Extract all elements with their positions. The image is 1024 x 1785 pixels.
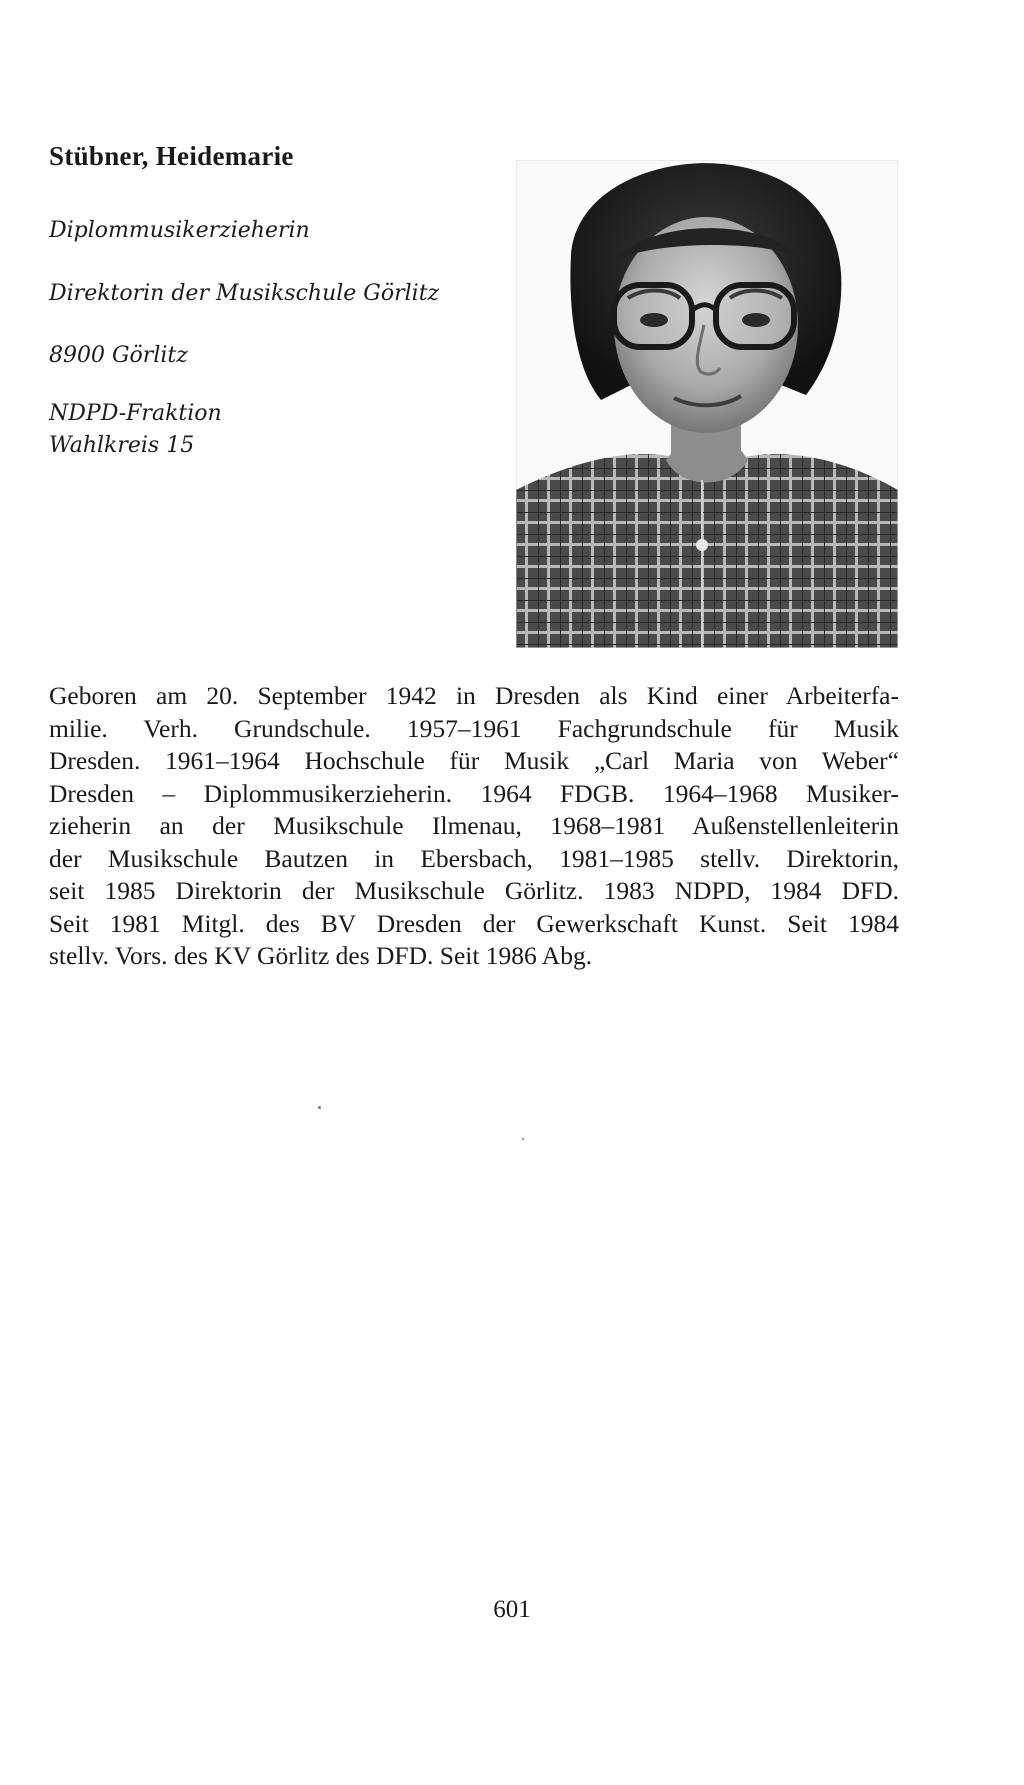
scan-speck <box>318 1106 321 1109</box>
address: 8900 Görlitz <box>49 343 188 368</box>
profession: Diplommusikerzieherin <box>49 218 310 243</box>
biography-line: stellv. Vors. des KV Görlitz des DFD. Seit 1986 Abg. <box>49 941 593 970</box>
biography-line: milie. Verh. Grundschule. 1957–1961 Fachgrundschule für Musik <box>49 713 899 743</box>
biography-line: seit 1985 Direktorin der Musikschule Görlitz. 1983 NDPD, 1984 DFD. <box>49 876 899 905</box>
page-number: 601 <box>493 1596 531 1623</box>
entry-header <box>49 141 509 458</box>
person-name: Stübner, Heidemarie <box>49 141 294 171</box>
portrait-photo <box>516 160 898 648</box>
portrait-photo-icon <box>516 160 898 648</box>
biography-line: Geboren am 20. September 1942 in Dresden als Kind einer Arbeiterfa- <box>49 681 899 710</box>
biography-line: Seit 1981 Mitgl. des BV Dresden der Gewerkschaft Kunst. Seit 1984 <box>49 908 899 938</box>
biography <box>49 680 899 973</box>
biography-line: Dresden – Diplommusikerzieherin. 1964 FDGB. 1964–1968 Musiker- <box>49 778 899 808</box>
scan-speck <box>522 1138 524 1140</box>
electoral-district: Wahlkreis 15 <box>49 433 195 458</box>
faction: NDPD-Fraktion <box>49 401 222 426</box>
biography-line: der Musikschule Bautzen in Ebersbach, 1981–1985 stellv. Direktorin, <box>49 843 899 873</box>
biography-line: zieherin an der Musikschule Ilmenau, 1968–1981 Außenstellenleiterin <box>49 811 899 840</box>
position: Direktorin der Musikschule Görlitz <box>49 281 440 306</box>
biography-line: Dresden. 1961–1964 Hochschule für Musik „Carl Maria von Weber“ <box>49 746 899 775</box>
